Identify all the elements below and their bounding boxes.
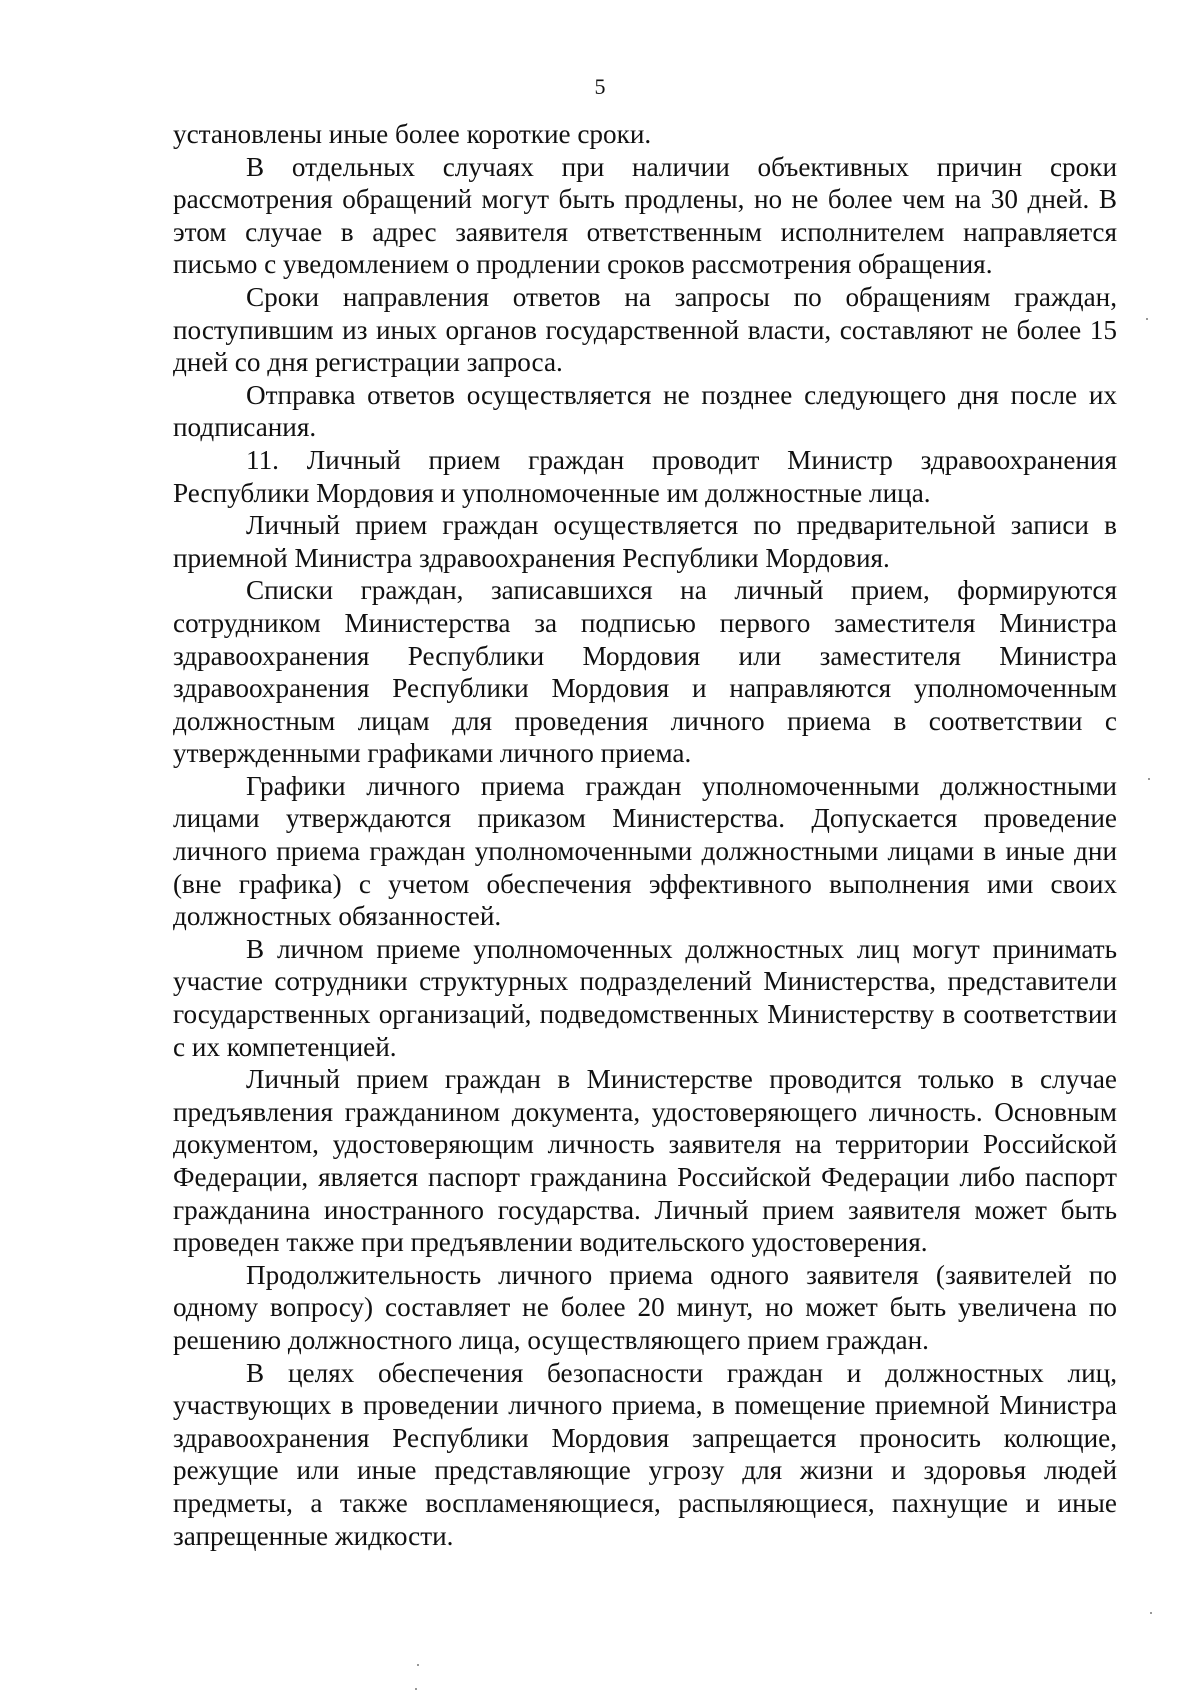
paragraph-sending-responses: Отправка ответов осуществляется не позднее следующего дня после их подписания. (173, 379, 1117, 443)
paragraph-appointment: Личный прием граждан осуществляется по предварительной записи в приемной Министра здравоохранения Республики Мордовия. (173, 510, 1117, 573)
page-number: 5 (594, 74, 606, 99)
paragraph-security: В целях обеспечения безопасности граждан и должностных лиц, участвующих в проведении личного приема, в помещение приемной Министра здравоохранения Республики Мордовия запрещается проносить колющие, режущие или иные представляющие угрозу для жизни и здоровья людей предметы, а также воспламеняющиеся, распыляющиеся, пахнущие и иные запрещенные жидкости. (173, 1357, 1117, 1551)
paragraph-participants: В личном приеме уполномоченных должностных лиц могут принимать участие сотрудники структурных подразделений Министерства, представители государственных организаций, подведомственных Министерству в соответствии с их компетенцией. (173, 933, 1117, 1062)
paragraph-reception-schedules: Графики личного приема граждан уполномоченными должностными лицами утверждаются приказом Министерства. Допускается проведение личного приема граждан уполномоченными должностными лицами в иные дни (вне графика) с учетом обеспечения эффективного выполнения ими своих должностных обязанностей. (173, 770, 1117, 932)
paragraph-extension-of-terms: В отдельных случаях при наличии объективных причин сроки рассмотрения обращений могут быть продлены, но не более чем на 30 дней. В этом случае в адрес заявителя ответственным исполнителем направляется письмо с уведомлением о продлении сроков рассмотрения обращения. (173, 151, 1117, 280)
scan-speck (417, 1664, 419, 1666)
paragraph-continuation: установлены иные более короткие сроки. (173, 119, 652, 149)
scan-speck (1150, 1612, 1152, 1614)
paragraph-response-deadlines: Сроки направления ответов на запросы по обращениям граждан, поступившим из иных органов государственной власти, составляют не более 15 дней со дня регистрации запроса. (173, 281, 1117, 378)
paragraph-identity-documents: Личный прием граждан в Министерстве проводится только в случае предъявления гражданином документа, удостоверяющего личность. Основным документом, удостоверяющим личность заявителя на территории Российской Федерации, является паспорт гражданина Российской Федерации либо паспорт гражданина иностранного государства. Личный прием заявителя может быть проведен также при предъявлении водительского удостоверения. (173, 1064, 1117, 1258)
document-body (173, 118, 1117, 1552)
scan-speck (415, 1688, 417, 1690)
paragraph-lists-of-citizens: Списки граждан, записавшихся на личный прием, формируются сотрудником Министерства за подписью первого заместителя Министра здравоохранения Республики Мордовия или заместителя Министра здравоохранения Республики Мордовия и направляются уполномоченным должностным лицам для проведения личного приема в соответствии с утвержденными графиками личного приема. (173, 575, 1117, 769)
paragraph-personal-reception: 11. Личный прием граждан проводит Министр здравоохранения Республики Мордовия и уполномоченные им должностные лица. (173, 444, 1117, 508)
scan-speck (1148, 778, 1150, 780)
paragraph-duration: Продолжительность личного приема одного заявителя (заявителей по одному вопросу) составляет не более 20 минут, но может быть увеличена по решению должностного лица, осуществляющего прием граждан. (173, 1259, 1117, 1355)
scan-speck (1146, 318, 1148, 320)
